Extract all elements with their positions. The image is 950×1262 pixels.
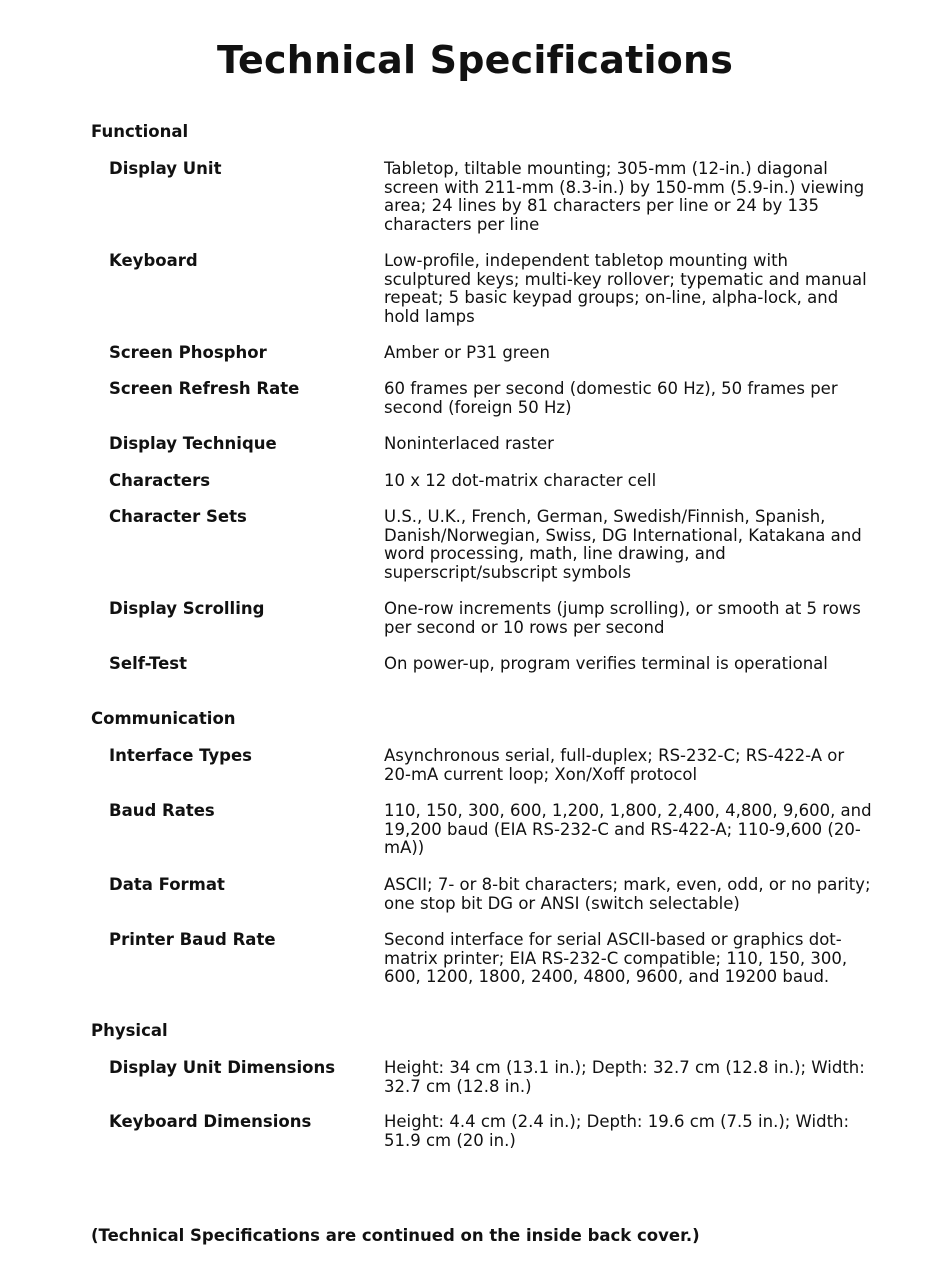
spec-label: Interface Types	[109, 746, 253, 765]
spec-label: Screen Phosphor	[109, 343, 267, 362]
spec-label: Printer Baud Rate	[109, 930, 276, 949]
spec-value: Second interface for serial ASCII-based or graphics dot-matrix printer; EIA RS-232-C compatible; 110, 150, 300, 600, 1200, 1800, 2400, 4800, 9600, and 19200 baud.	[384, 930, 848, 986]
spec-value: Height: 4.4 cm (2.4 in.); Depth: 19.6 cm (7.5 in.); Width: 51.9 cm (20 in.)	[384, 1112, 850, 1150]
spec-label: Display Technique	[109, 434, 277, 453]
section-heading-functional: Functional	[91, 122, 189, 141]
spec-label: Display Unit	[109, 159, 222, 178]
footnote: (Technical Specifications are continued on the inside back cover.)	[91, 1226, 700, 1245]
page-title: Technical Specifications	[216, 38, 734, 82]
spec-value: 110, 150, 300, 600, 1,200, 1,800, 2,400, 4,800, 9,600, and 19,200 baud (EIA RS-232-C and RS-422-A; 110-9,600 (20-mA))	[384, 801, 872, 857]
spec-value: One-row increments (jump scrolling), or smooth at 5 rows per second or 10 rows per second	[384, 599, 861, 637]
spec-value: 10 x 12 dot-matrix character cell	[384, 471, 657, 490]
spec-value: ASCII; 7- or 8-bit characters; mark, even, odd, or no parity; one stop bit DG or ANSI (switch selectable)	[384, 875, 871, 913]
section-heading-communication: Communication	[91, 709, 236, 728]
spec-value: Low-profile, independent tabletop mounting with sculptured keys; multi-key rollover; typematic and manual repeat; 5 basic keypad groups; on-line, alpha-lock, and hold lamps	[384, 251, 867, 326]
spec-value: Asynchronous serial, full-duplex; RS-232-C; RS-422-A or 20-mA current loop; Xon/Xoff protocol	[384, 746, 845, 784]
spec-label: Self-Test	[109, 654, 188, 673]
spec-label: Keyboard	[109, 251, 198, 270]
spec-value: Amber or P31 green	[384, 343, 550, 362]
spec-value: U.S., U.K., French, German, Swedish/Finnish, Spanish, Danish/Norwegian, Swiss, DG International, Katakana and word processing, math, line drawing, and superscript/subscript symbols	[384, 507, 862, 582]
spec-label: Screen Refresh Rate	[109, 379, 300, 398]
spec-value: Tabletop, tiltable mounting; 305-mm (12-in.) diagonal screen with 211-mm (8.3-in.) by 150-mm (5.9-in.) viewing area; 24 lines by 81 characters per line or 24 by 135 characters per line	[384, 159, 865, 234]
spec-label: Baud Rates	[109, 801, 215, 820]
spec-label: Keyboard Dimensions	[109, 1112, 312, 1131]
spec-label: Data Format	[109, 875, 225, 894]
spec-value: On power-up, program verifies terminal is operational	[384, 654, 828, 673]
spec-label: Display Scrolling	[109, 599, 265, 618]
spec-value: Height: 34 cm (13.1 in.); Depth: 32.7 cm (12.8 in.); Width: 32.7 cm (12.8 in.)	[384, 1058, 865, 1096]
section-heading-physical: Physical	[91, 1021, 168, 1040]
spec-label: Characters	[109, 471, 211, 490]
spec-label: Character Sets	[109, 507, 247, 526]
spec-label: Display Unit Dimensions	[109, 1058, 336, 1077]
spec-value: Noninterlaced raster	[384, 434, 554, 453]
spec-value: 60 frames per second (domestic 60 Hz), 50 frames per second (foreign 50 Hz)	[384, 379, 838, 417]
